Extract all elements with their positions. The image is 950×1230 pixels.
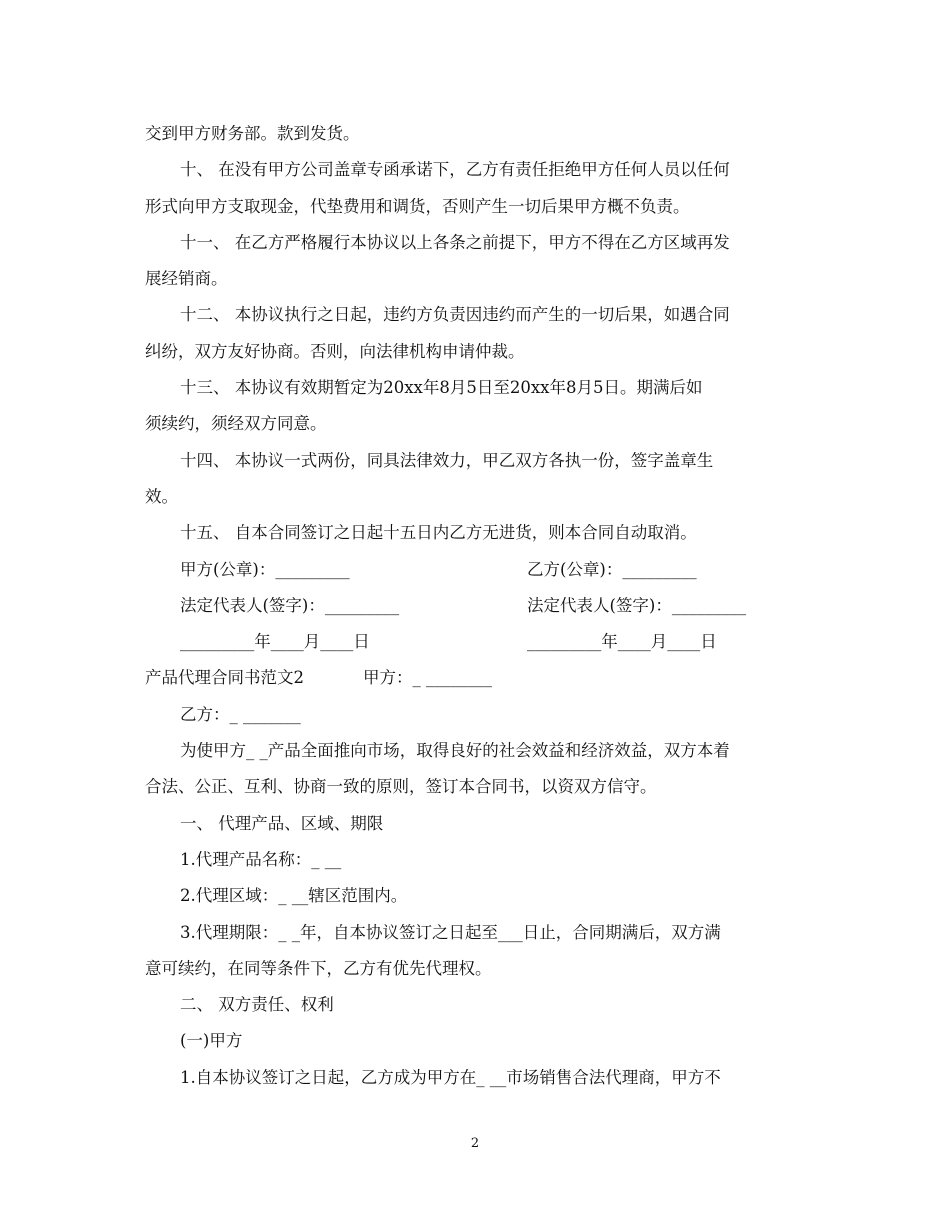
section-2-heading-1: 一、 代理产品、区域、期限 — [180, 813, 384, 833]
section-2-line: 为使甲方_ _产品全面推向市场，取得良好的社会效益和经济效益，双方本着 — [180, 741, 730, 761]
section-2-subheading: (一)甲方 — [180, 1031, 243, 1051]
signature-date-row — [145, 624, 810, 660]
section-2-title: 产品代理合同书范文2 — [145, 668, 304, 688]
clause-14-line-1: 十四、 本协议一式两份，同具法律效力，甲乙双方各执一份，签字盖章生 — [180, 450, 714, 470]
section-2-item: 3.代理期限：_ _年，自本协议签订之日起至___日止，合同期满后，双方满 — [180, 922, 721, 942]
party-b-seal: 乙方(公章)：_________ — [527, 559, 697, 579]
clause-11-line-2: 展经销商。 — [145, 269, 228, 289]
clause-13-line-2: 须续约，须经双方同意。 — [145, 414, 327, 434]
section-2-item: 2.代理区域：_ __辖区范围内。 — [180, 886, 408, 906]
clause-12-line-2: 纠纷，双方友好协商。否则，向法律机构申请仲裁。 — [145, 341, 525, 361]
clause-14-line-2: 效。 — [145, 486, 178, 506]
party-b-date: _________年____月____日 — [527, 632, 717, 652]
party-a-representative: 法定代表人(签字)：_________ — [180, 595, 400, 615]
clause-11-line-1: 十一、 在乙方严格履行本协议以上各条之前提下，甲方不得在乙方区域再发 — [180, 232, 730, 252]
document-body — [145, 116, 810, 1096]
section-2-item: 1.自本协议签订之日起，乙方成为甲方在_ __市场销售合法代理商，甲方不 — [180, 1067, 721, 1087]
signature-seal-row — [145, 552, 810, 588]
clause-13-line-1: 十三、 本协议有效期暂定为20xx年8月5日至20xx年8月5日。期满后如 — [180, 378, 703, 398]
section-2-item: 1.代理产品名称：_ __ — [180, 849, 342, 869]
paragraph-line: 交到甲方财务部。款到发货。 — [145, 124, 360, 143]
clause-15-line: 十五、 自本合同签订之日起十五日内乙方无进货，则本合同自动取消。 — [180, 523, 697, 543]
section-2-party-b: 乙方：_ _______ — [180, 704, 301, 724]
section-2-line: 合法、公正、互利、协商一致的原则，签订本合同书，以资双方信守。 — [145, 777, 657, 797]
section-2-party-a: 甲方：_ ________ — [363, 668, 492, 688]
clause-10-line-1: 十、 在没有甲方公司盖章专函承诺下，乙方有责任拒绝甲方任何人员以任何 — [180, 160, 730, 180]
party-b-representative: 法定代表人(签字)：_________ — [527, 595, 747, 615]
page-number: 2 — [470, 1136, 480, 1151]
section-2-heading-row — [145, 660, 810, 696]
clause-10-line-2: 形式向甲方支取现金，代垫费用和调货，否则产生一切后果甲方概不负责。 — [145, 196, 690, 216]
section-2-item-continued: 意可续约，在同等条件下，乙方有优先代理权。 — [145, 958, 492, 978]
party-a-seal: 甲方(公章)：_________ — [180, 559, 350, 579]
section-2-heading-2: 二、 双方责任、权利 — [180, 995, 334, 1015]
clause-12-line-1: 十二、 本协议执行之日起，违约方负责因违约而产生的一切后果，如遇合同 — [180, 305, 730, 325]
party-a-date: _________年____月____日 — [180, 632, 370, 652]
signature-rep-row — [145, 588, 810, 624]
